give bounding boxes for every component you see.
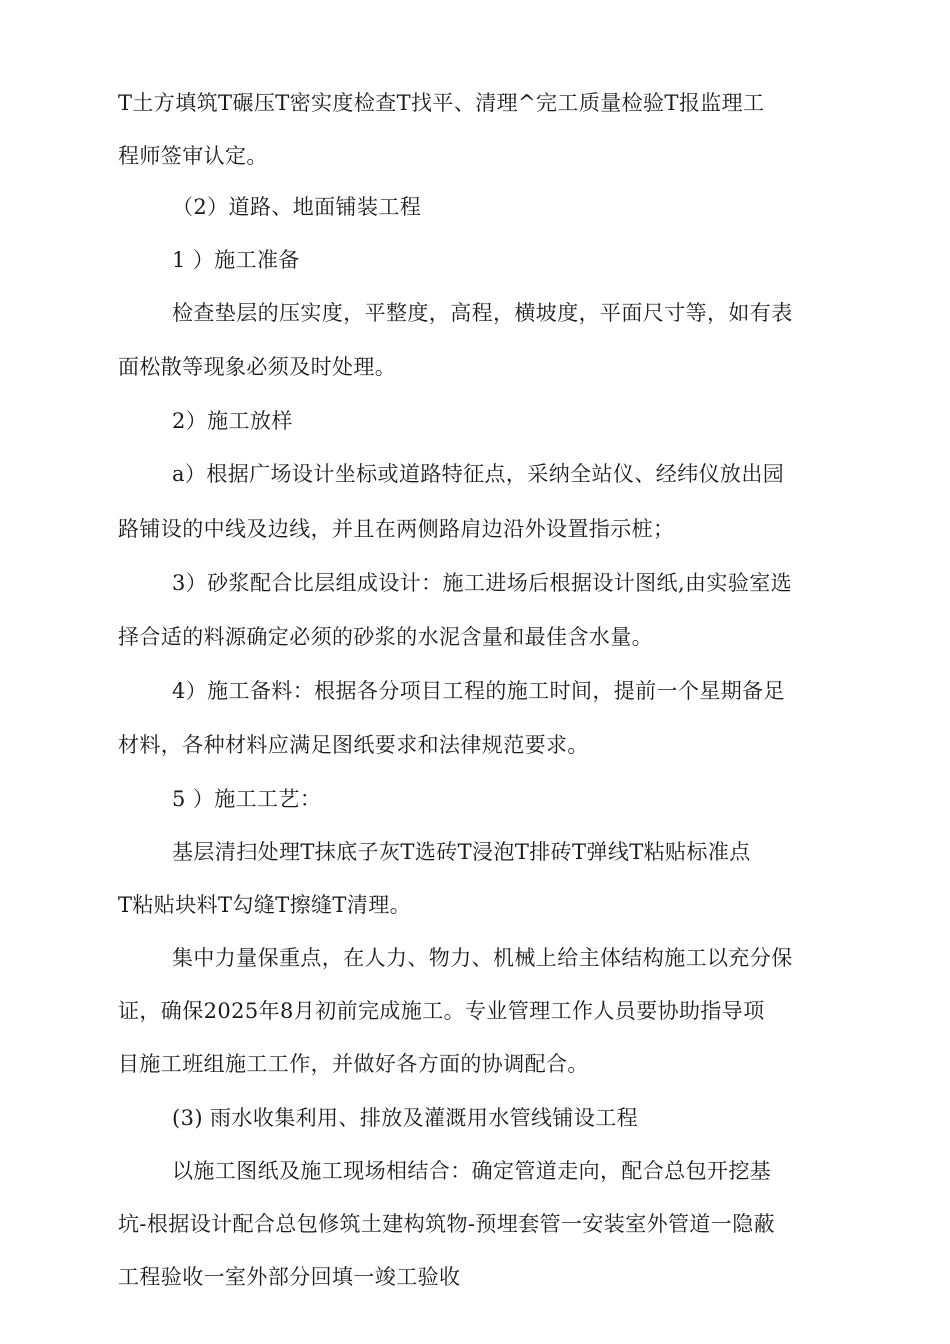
text-line-23: 工程验收一室外部分回填一竣工验收 <box>118 1265 461 1289</box>
text-line-9: 路铺设的中线及边线，并且在两侧路肩边沿外设置指示桩； <box>118 517 675 541</box>
text-line-5: 检查垫层的压实度，平整度，高程，横坡度，平面尺寸等，如有表 <box>172 301 793 325</box>
text-line-6: 面松散等现象必须及时处理。 <box>118 355 397 379</box>
text-line-10: 3）砂浆配合比层组成设计：施工进场后根据设计图纸,由实验室选 <box>172 571 793 595</box>
text-line-8: a）根据广场设计坐标或道路特征点，采纳全站仪、经纬仪放出园 <box>172 462 785 486</box>
section-heading-2: （2）道路、地面铺装工程 <box>172 195 422 219</box>
section-heading-3: (3) 雨水收集利用、排放及灌溉用水管线铺设工程 <box>172 1106 639 1130</box>
text-line-11: 择合适的料源确定必须的砂浆的水泥含量和最佳含水量。 <box>118 625 653 649</box>
text-line-2: 程师签审认定。 <box>118 144 268 168</box>
text-line-12: 4）施工备料：根据各分项目工程的施工时间，提前一个星期备足 <box>172 679 785 703</box>
text-line-15: 基层清扫处理T抹底子灰T选砖T浸泡T排砖T弹线T粘贴标准点 <box>172 840 751 864</box>
subheading-process: 5 ）施工工艺： <box>172 787 322 811</box>
text-line-13: 材料，各种材料应满足图纸要求和法律规范要求。 <box>118 733 589 757</box>
text-line-18: 证，确保2025年8月初前完成施工。专业管理工作人员要协助指导项 <box>118 999 765 1023</box>
subheading-construction-prep: 1 ）施工准备 <box>172 248 300 272</box>
subheading-layout: 2）施工放样 <box>172 409 293 433</box>
text-line-1: T土方填筑T碾压T密实度检查T找平、清理^完工质量检验T报监理工 <box>118 91 765 115</box>
text-line-22: 坑-根据设计配合总包修筑土建构筑物-预埋套管一安装室外管道一隐蔽 <box>118 1212 775 1236</box>
text-line-21: 以施工图纸及施工现场相结合：确定管道走向，配合总包开挖基 <box>172 1159 772 1183</box>
text-line-19: 目施工班组施工工作，并做好各方面的协调配合。 <box>118 1052 589 1076</box>
text-line-16: T粘贴块料T勾缝T擦缝T清理。 <box>118 893 412 917</box>
text-line-17: 集中力量保重点，在人力、物力、机械上给主体结构施工以充分保 <box>172 946 793 970</box>
